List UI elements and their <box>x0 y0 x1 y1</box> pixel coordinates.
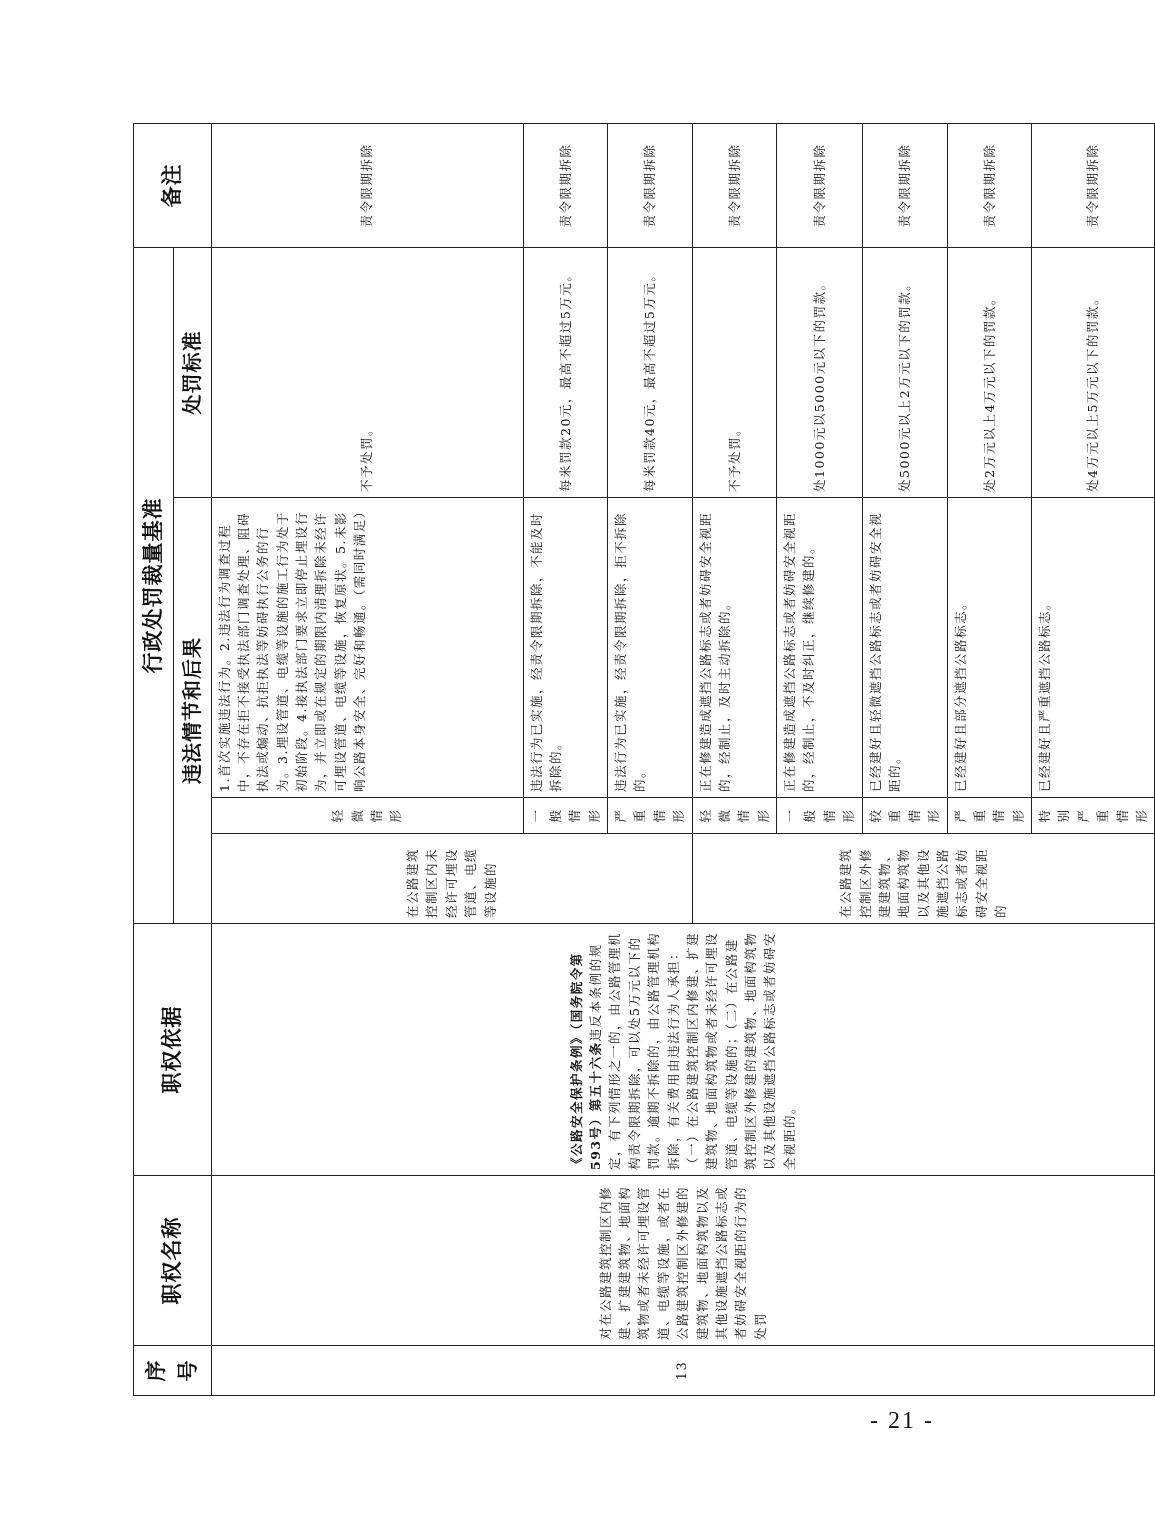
level-1-3: 严重情形 <box>608 798 693 834</box>
penalty-2-5: 处4万元以上5万元以下的罚款。 <box>1032 248 1155 498</box>
level-1-2: 一般情形 <box>523 798 608 834</box>
case-1: 在公路建筑控制区内未经许可埋设管道、电缆等设施的 <box>211 834 692 924</box>
remark-2-1: 责令限期拆除 <box>692 124 777 248</box>
remark-1-2: 责令限期拆除 <box>523 124 608 248</box>
penalty-2-3: 处5000元以上2万元以下的罚款。 <box>863 248 948 498</box>
penalty-1-3: 每米罚款40元，最高不超过5万元。 <box>608 248 693 498</box>
level-2-1: 轻微情形 <box>692 798 777 834</box>
header-standard: 行政处罚裁量基准 <box>134 248 174 924</box>
penalty-2-1: 不予处罚。 <box>692 248 777 498</box>
level-2-5: 特别严重情形 <box>1032 798 1155 834</box>
detail-1-3: 违法行为已实施，经责令限期拆除，拒不拆除的。 <box>608 498 693 798</box>
level-1-1: 轻微情形 <box>211 798 523 834</box>
header-basis: 职权依据 <box>134 924 212 1176</box>
header-penalty: 处罚标准 <box>173 248 211 498</box>
header-name: 职权名称 <box>134 1176 212 1346</box>
level-2-4: 严重情形 <box>947 798 1032 834</box>
header-remark: 备注 <box>134 124 212 248</box>
penalty-1-1: 不予处罚。 <box>211 248 523 498</box>
rotated-table-container <box>133 124 1149 1396</box>
detail-2-4: 已经建好且部分遮挡公路标志。 <box>947 498 1032 798</box>
item-seq: 13 <box>211 1346 1155 1396</box>
level-2-2: 一般情形 <box>777 798 863 834</box>
page-number: - 21 - <box>870 1408 934 1434</box>
detail-2-3: 已经建好且轻微遮挡公路标志或者妨碍安全视距的。 <box>863 498 948 798</box>
remark-1-1: 责令限期拆除 <box>211 124 523 248</box>
item-basis <box>211 924 1155 1176</box>
remark-2-5: 责令限期拆除 <box>1032 124 1155 248</box>
item-name: 对在公路建筑控制区内修建、扩建建筑物、地面构筑物或者未经许可埋设管道、电缆等设施，或者在公路建筑控制区外修建的建筑物、地面构筑物以及其他设施遮挡公路标志或者妨碍安全视距的行为的处罚 <box>211 1176 1155 1346</box>
remark-1-3: 责令限期拆除 <box>608 124 693 248</box>
remark-2-2: 责令限期拆除 <box>777 124 863 248</box>
header-seq: 序号 <box>134 1346 212 1396</box>
remark-2-3: 责令限期拆除 <box>863 124 948 248</box>
detail-2-5: 已经建好且严重遮挡公路标志。 <box>1032 498 1155 798</box>
header-circumstance: 违法情节和后果 <box>173 498 211 924</box>
penalty-standard-table <box>133 123 1155 1396</box>
detail-1-2: 违法行为已实施，经责令限期拆除，不能及时拆除的。 <box>523 498 608 798</box>
basis-text: 违反本条例的规定，有下列情形之一的，由公路管理机构责令限期拆除，可以处5万元以下的罚款。逾期不拆除的，由公路管理机构拆除，有关费用由违法行为人承担：（一）在公路建筑控制区内修建、扩建建筑物、地面构筑物或者未经许可埋设管道、电缆等设施的；（二）在公路建筑控制区外修建的建筑物、地面构筑物以及其他设施遮挡公路标志或者妨碍安全视距的。 <box>588 931 797 1170</box>
case-2: 在公路建筑控制区外修建建筑物、地面构筑物以及其他设施遮挡公路标志或者妨碍安全视距的 <box>692 834 1155 924</box>
detail-1-1: 1.首次实施违法行为。2.违法行为调查过程中，不存在拒不接受执法部门调查处理、阻碍执法或煽动、抗拒执法等妨碍执行公务的行为。3.埋设管道、电缆等设施的施工行为处于初始阶段。4.接执法部门要求立即停止埋设行为，并立即或在规定的期限内清理拆除未经许可埋设管道、电缆等设施，恢复原状。5.未影响公路本身安全、完好和畅通。（需同时满足） <box>211 498 523 798</box>
level-2-3: 较重情形 <box>863 798 948 834</box>
detail-2-1: 正在修建造成遮挡公路标志或者妨碍安全视距的，经制止，及时主动拆除的。 <box>692 498 777 798</box>
basis-title: 《公路安全保护条例》（国务院令第593号）第五十六条 <box>568 952 604 1170</box>
penalty-1-2: 每米罚款20元，最高不超过5万元。 <box>523 248 608 498</box>
penalty-2-2: 处1000元以5000元以下的罚款。 <box>777 248 863 498</box>
remark-2-4: 责令限期拆除 <box>947 124 1032 248</box>
penalty-2-4: 处2万元以上4万元以下的罚款。 <box>947 248 1032 498</box>
detail-2-2: 正在修建造成遮挡公路标志或者妨碍安全视距的，经制止，不及时纠正，继续修建的。 <box>777 498 863 798</box>
